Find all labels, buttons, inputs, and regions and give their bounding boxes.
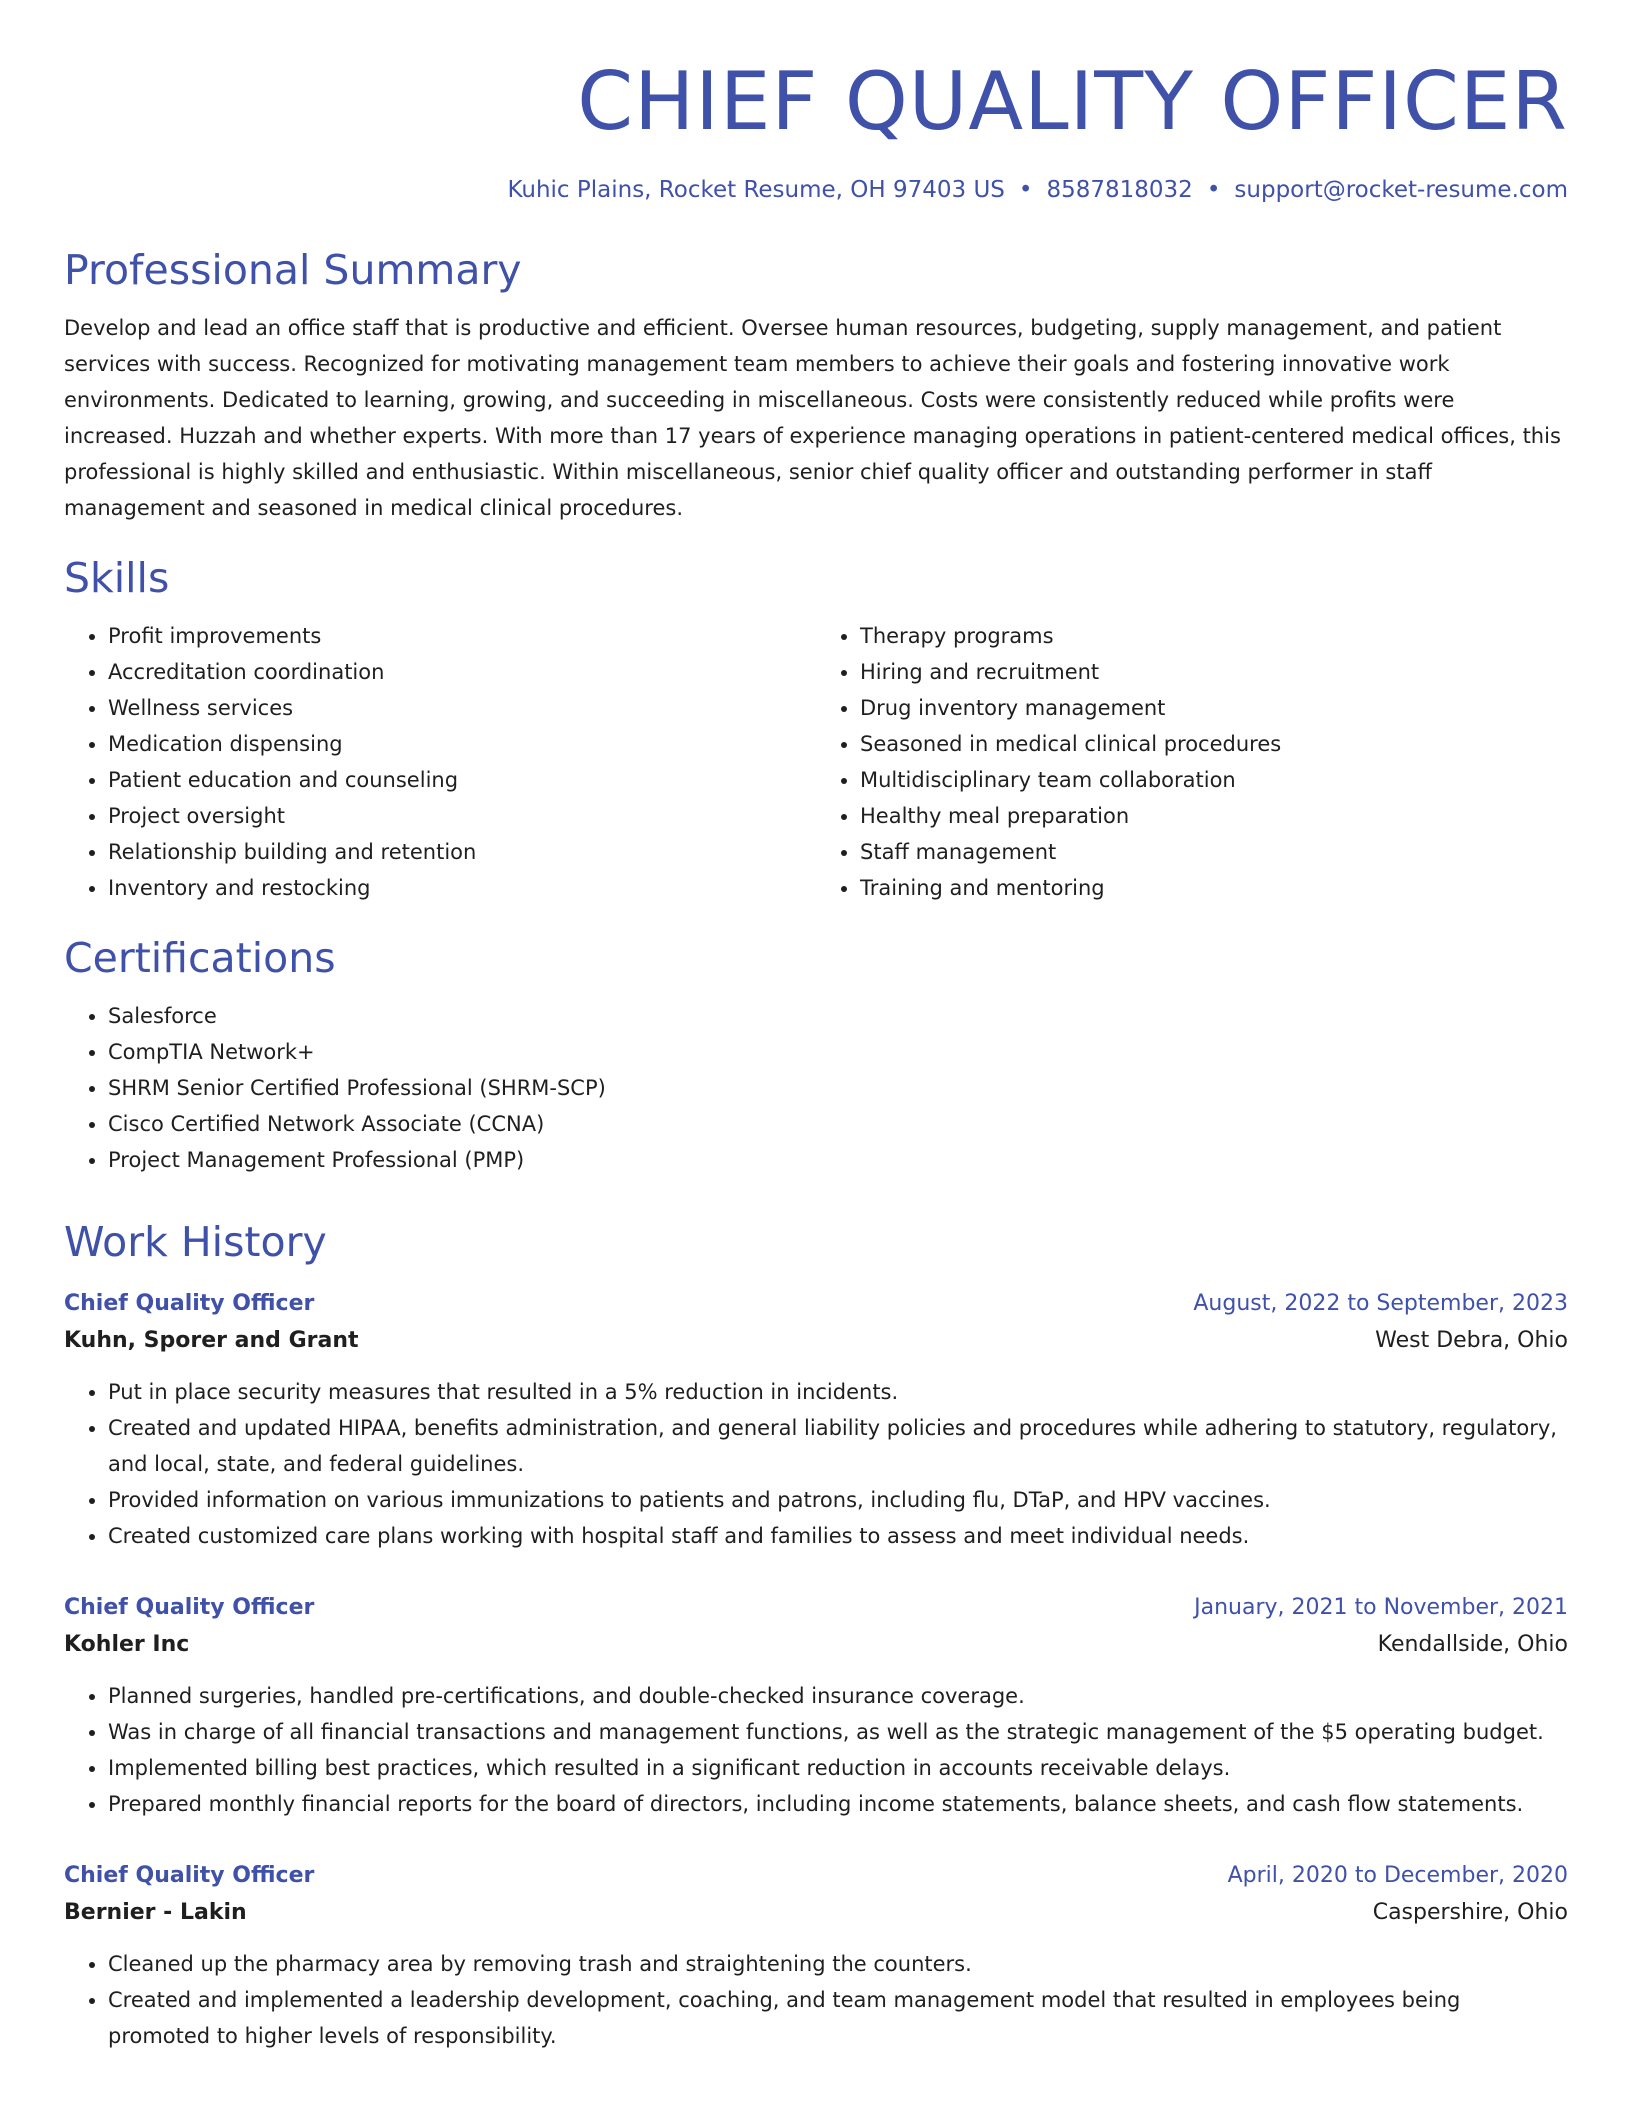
skills-heading: Skills bbox=[64, 554, 170, 602]
contact-phone[interactable]: 8587818032 bbox=[1046, 177, 1193, 203]
job-bullet: • Planned surgeries, handled pre-certifications, and double-checked insurance coverage. bbox=[108, 1678, 1568, 1714]
job-location: Caspershire, Ohio bbox=[1372, 1900, 1568, 1925]
job-dates: April, 2020 to December, 2020 bbox=[1227, 1863, 1568, 1888]
certification-item: • Cisco Certified Network Associate (CCNA) bbox=[108, 1106, 1568, 1142]
skill-item: • Profit improvements bbox=[108, 618, 816, 654]
contact-email[interactable]: support@rocket-resume.com bbox=[1234, 177, 1568, 203]
job-company-row bbox=[64, 1894, 1568, 1932]
job-title: Chief Quality Officer bbox=[64, 1595, 315, 1620]
job-bullet: • Created and implemented a leadership development, coaching, and team management model that resulted in employees being promoted to higher levels of responsibility. bbox=[108, 1982, 1568, 2054]
skill-item: • Training and mentoring bbox=[860, 870, 1568, 906]
job-entry bbox=[64, 1590, 1568, 1822]
job-dates: January, 2021 to November, 2021 bbox=[1194, 1595, 1568, 1620]
summary-section bbox=[64, 244, 1568, 526]
skill-item: • Seasoned in medical clinical procedures bbox=[860, 726, 1568, 762]
contact-line bbox=[64, 174, 1568, 206]
job-location: West Debra, Ohio bbox=[1375, 1328, 1568, 1353]
skills-grid bbox=[64, 618, 1568, 906]
certifications-heading: Certifications bbox=[64, 934, 336, 982]
job-title: Chief Quality Officer bbox=[64, 1291, 315, 1316]
skill-item: • Hiring and recruitment bbox=[860, 654, 1568, 690]
job-title: Chief Quality Officer bbox=[64, 1863, 315, 1888]
skill-item: • Relationship building and retention bbox=[108, 834, 816, 870]
job-bullets bbox=[64, 1374, 1568, 1554]
skill-item: • Therapy programs bbox=[860, 618, 1568, 654]
skill-item: • Staff management bbox=[860, 834, 1568, 870]
job-title-row bbox=[64, 1858, 1568, 1894]
job-bullet: • Was in charge of all financial transactions and management functions, as well as the strategic management of the $5 operating budget. bbox=[108, 1714, 1568, 1750]
job-bullet: • Created and updated HIPAA, benefits administration, and general liability policies and procedures while adhering to statutory, regulatory, and local, state, and federal guidelines. bbox=[108, 1410, 1568, 1482]
skill-item: • Healthy meal preparation bbox=[860, 798, 1568, 834]
skill-item: • Accreditation coordination bbox=[108, 654, 816, 690]
certifications-list bbox=[64, 998, 1568, 1178]
summary-heading: Professional Summary bbox=[64, 246, 522, 294]
skill-item: • Drug inventory management bbox=[860, 690, 1568, 726]
job-location: Kendallside, Ohio bbox=[1377, 1632, 1568, 1657]
job-company: Kuhn, Sporer and Grant bbox=[64, 1328, 359, 1353]
job-title-row bbox=[64, 1590, 1568, 1626]
job-dates: August, 2022 to September, 2023 bbox=[1193, 1291, 1568, 1316]
work-history-heading: Work History bbox=[64, 1218, 327, 1266]
job-company: Kohler Inc bbox=[64, 1632, 190, 1657]
certification-item: • Project Management Professional (PMP) bbox=[108, 1142, 1568, 1178]
job-bullet: • Cleaned up the pharmacy area by removing trash and straightening the counters. bbox=[108, 1946, 1568, 1982]
job-bullet: • Created customized care plans working with hospital staff and families to assess and meet individual needs. bbox=[108, 1518, 1568, 1554]
skill-item: • Wellness services bbox=[108, 690, 816, 726]
certification-item: • Salesforce bbox=[108, 998, 1568, 1034]
job-entry bbox=[64, 1286, 1568, 1554]
job-company: Bernier - Lakin bbox=[64, 1900, 247, 1925]
contact-separator: • bbox=[1206, 177, 1221, 203]
job-company-row bbox=[64, 1322, 1568, 1360]
job-title-heading: CHIEF QUALITY OFFICER bbox=[577, 55, 1568, 148]
job-title-row bbox=[64, 1286, 1568, 1322]
contact-address: Kuhic Plains, Rocket Resume, OH 97403 US bbox=[507, 177, 1005, 203]
job-bullet: • Prepared monthly financial reports for the board of directors, including income statements, balance sheets, and cash flow statements. bbox=[108, 1786, 1568, 1822]
job-bullets bbox=[64, 1678, 1568, 1822]
job-bullet: • Put in place security measures that resulted in a 5% reduction in incidents. bbox=[108, 1374, 1568, 1410]
job-bullet: • Provided information on various immunizations to patients and patrons, including flu, DTaP, and HPV vaccines. bbox=[108, 1482, 1568, 1518]
job-entry bbox=[64, 1858, 1568, 2054]
skills-section bbox=[64, 552, 1568, 906]
resume-header bbox=[64, 52, 1568, 206]
summary-text: Develop and lead an office staff that is productive and efficient. Oversee human resources, budgeting, supply management, and patient services with success. Recognized for motivating management team members to achieve their goals and fostering innovative work environments. Dedicated to learning, growing, and succeeding in miscellaneous. Costs were consistently reduced while profits were increased. Huzzah and whether experts. With more than 17 years of experience managing operations in patient-centered medical offices, this professional is highly skilled and enthusiastic. Within miscellaneous, senior chief quality officer and outstanding performer in staff management and seasoned in medical clinical procedures. bbox=[64, 316, 1561, 520]
skill-item: • Inventory and restocking bbox=[108, 870, 816, 906]
certification-item: • CompTIA Network+ bbox=[108, 1034, 1568, 1070]
contact-separator: • bbox=[1018, 177, 1033, 203]
skill-item: • Project oversight bbox=[108, 798, 816, 834]
certifications-section bbox=[64, 932, 1568, 1178]
job-bullets bbox=[64, 1946, 1568, 2054]
skill-item: • Multidisciplinary team collaboration bbox=[860, 762, 1568, 798]
work-history-section bbox=[64, 1216, 1568, 2054]
job-company-row bbox=[64, 1626, 1568, 1664]
skill-item: • Patient education and counseling bbox=[108, 762, 816, 798]
job-bullet: • Implemented billing best practices, which resulted in a significant reduction in accounts receivable delays. bbox=[108, 1750, 1568, 1786]
certification-item: • SHRM Senior Certified Professional (SHRM-SCP) bbox=[108, 1070, 1568, 1106]
skill-item: • Medication dispensing bbox=[108, 726, 816, 762]
skills-list-right bbox=[816, 618, 1568, 906]
skills-list-left bbox=[64, 618, 816, 906]
